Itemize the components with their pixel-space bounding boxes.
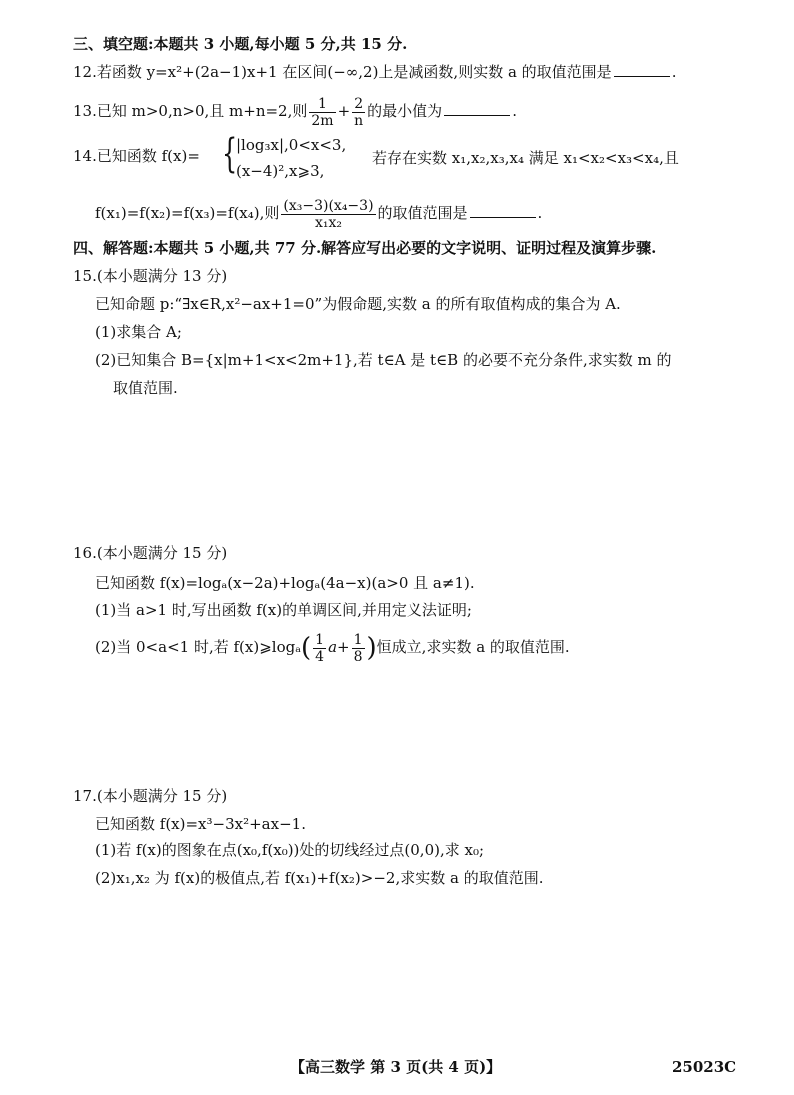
q13-suffix: 的最小值为	[367, 102, 443, 120]
q14-line2-suffix: 的取值范围是	[377, 204, 468, 222]
q16-close-paren: )	[366, 633, 377, 663]
q16-frac2-den: 8	[353, 648, 363, 665]
q16-frac2-num: 1	[353, 631, 363, 648]
q14-line2-prefix: f(x₁)=f(x₂)=f(x₃)=f(x₄),则	[95, 204, 280, 222]
q17-part1: (1)若 f(x)的图象在点(x₀,f(x₀))处的切线经过点(0,0),求 x₀;	[95, 841, 485, 859]
question-13: 13.已知 m>0,n>0,且 m+n=2,则 $\frac{1}{2m}$ + $\frac{2}{n}$ 的最小值为 .	[73, 95, 517, 129]
q14-frac-den: x₁x₂	[314, 214, 342, 231]
q16-frac1-den: 4	[315, 648, 325, 665]
q12-text: 12.若函数 y=x²+(2a−1)x+1 在区间(−∞,2)上是减函数,则实数 a 的取值范围是	[73, 63, 612, 81]
q17-part2: (2)x₁,x₂ 为 f(x)的极值点,若 f(x₁)+f(x₂)>−2,求实数 a 的取值范围.	[95, 869, 544, 887]
q16-frac2	[352, 632, 365, 665]
section4-heading: 四、解答题:本题共 5 小题,共 77 分.解答应写出必要的文字说明、证明过程及演算步骤.	[73, 239, 657, 257]
q15-part2-cont: 取值范围.	[113, 379, 178, 397]
q15-part2: (2)已知集合 B={x|m+1<x<2m+1},若 t∈A 是 t∈B 的必要不充分条件,求实数 m 的	[95, 351, 672, 369]
q16-part2-mid: a+	[328, 638, 350, 656]
q13-frac2	[352, 96, 365, 129]
q13-prefix: 13.已知 m>0,n>0,且 m+n=2,则	[73, 102, 308, 120]
question-12: 12.若函数 y=x²+(2a−1)x+1 在区间(−∞,2)上是减函数,则实数 a 的取值范围是 .	[73, 63, 677, 81]
q16-title: 16.(本小题满分 15 分)	[73, 544, 228, 562]
q14-case2: (x−4)²,x⩾3,	[236, 162, 325, 180]
q14-frac-num: (x₃−3)(x₄−3)	[283, 197, 374, 214]
q14-prefix: 14.已知函数 f(x)=	[73, 147, 200, 165]
section3-heading: 三、填空题:本题共 3 小题,每小题 5 分,共 15 分.	[73, 35, 408, 53]
q16-part2-suffix: 恒成立,求实数 a 的取值范围.	[376, 638, 570, 656]
q17-stem: 已知函数 f(x)=x³−3x²+ax−1.	[95, 815, 306, 833]
q13-answer-blank	[444, 103, 510, 116]
q13-frac2-den: n	[354, 112, 364, 129]
q12-answer-blank	[614, 64, 670, 77]
q15-title: 15.(本小题满分 13 分)	[73, 267, 228, 285]
q15-part1: (1)求集合 A;	[95, 323, 182, 341]
q14-case1: |log₃x|,0<x<3,	[236, 136, 347, 154]
q13-frac2-num: 2	[352, 96, 365, 113]
q13-frac1-num: 1	[309, 96, 335, 113]
q14-brace: {	[222, 131, 238, 177]
q14-frac	[281, 198, 375, 231]
q13-frac1	[309, 96, 335, 129]
q17-title: 17.(本小题满分 15 分)	[73, 787, 228, 805]
q15-stem: 已知命题 p:“∃x∈R,x²−ax+1=0”为假命题,实数 a 的所有取值构成的集合为 A.	[95, 295, 621, 313]
q16-part1: (1)当 a>1 时,写出函数 f(x)的单调区间,并用定义法证明;	[95, 601, 472, 619]
q14-answer-blank	[470, 205, 536, 218]
q16-frac1	[313, 632, 326, 665]
q13-frac1-den: 2m	[311, 112, 334, 129]
q16-part2-prefix: (2)当 0<a<1 时,若 f(x)⩾logₐ	[95, 638, 301, 656]
q14-mid: 若存在实数 x₁,x₂,x₃,x₄ 满足 x₁<x₂<x₃<x₄,且	[372, 149, 679, 167]
footer-code: 25023C	[672, 1058, 737, 1076]
q16-frac1-num: 1	[315, 631, 325, 648]
footer-page-label: 【高三数学 第 3 页(共 4 页)】	[290, 1058, 502, 1076]
q13-plus: +	[337, 102, 351, 120]
q16-part2	[95, 630, 570, 665]
q16-stem: 已知函数 f(x)=logₐ(x−2a)+logₐ(4a−x)(a>0 且 a≠1).	[95, 574, 475, 592]
q16-open-paren: (	[301, 633, 312, 663]
q14-line2: f(x₁)=f(x₂)=f(x₃)=f(x₄),则 $\frac{\text{(x₃−3)(x₄−3)}}{\text{x₁x₂}}$ 的取值范围是 .	[95, 197, 543, 231]
